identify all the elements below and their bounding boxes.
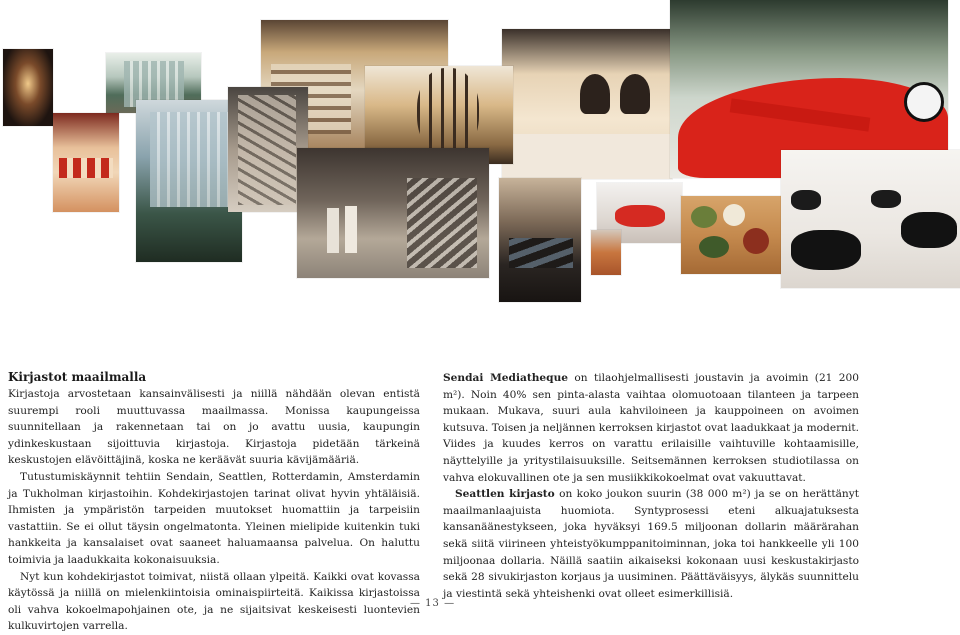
- photo-collage: [0, 0, 960, 310]
- paragraph-intro: Kirjastoja arvostetaan kansainvälisesti ja niillä nähdään olevan entistä suurempi rooli muuttuvassa maailmassa. Monissa kaupungeissa suunnitellaan ja rakennetaan tai on jo avattu uusia, kaupungin ydinkeskustaan sijoittuvia kirjastoja. Kirjastoja pidetään tärkeinä keskustojen elävöittäjinä, koska ne keräävät suuria kävijämääriä.: [8, 388, 420, 467]
- photo-escalators-people: [297, 148, 489, 278]
- right-column: [443, 370, 859, 602]
- seattle-text: on koko joukon suurin (38 000 m²) ja se on herättänyt maailmanlaajuista huomiota. Syntyprosessi eteni alkuajatuksesta kansanäänestykseen, joka hyväksyi 169.5 miljoonan dollarin määrärahan sekä siitä viirineen yhteistyökumppanitoiminnan, joka toi hankkeelle yli 100 miljoonaa dollaria. Näillä saatiin aikaiseksi kokonaan uusi keskustakirjasto sekä 28 sivukirjaston korjaus ja uusiminen. Päättäväisyys, älykäs suunnittelu ja viestintä sekä yhteishenki ovat olleet esimerkillisiä.: [443, 488, 859, 600]
- sendai-text: on tilaohjelmallisesti joustavin ja avoimin (21 200 m²). Noin 40% sen pinta-alasta vaihtaa olomuotoaan tilanteen ja tarpeen mukaan. Mukava, suuri aula kahviloineen ja kauppoineen on avoimen kutsuva. Toisen ja neljännen kerroksen kirjastot ovat laadukkaat ja modernit. Viides ja kuudes kerros on varattu erilaisille vaihtuville kohtaamisille, näyttelyille ja yritystilaisuuksille. Seitsemännen kerroksen studiotilassa on vahva elokuvallinen ote ja sen musiikkikokoelmat ovat vakuuttavat.: [443, 372, 860, 484]
- photo-library-lamp-interior: [3, 49, 53, 126]
- paragraph-sendai: [443, 370, 859, 486]
- photo-computer-workstations: [499, 178, 581, 302]
- photo-sign-post: [591, 230, 621, 275]
- section-heading: Kirjastot maailmalla: [8, 370, 147, 384]
- photo-reading-room-red-chairs: [53, 113, 119, 212]
- paragraph-seattle: [443, 486, 859, 602]
- seattle-lead: Seattlen kirjasto: [455, 488, 555, 501]
- sendai-lead: Sendai Mediatheque: [443, 372, 569, 384]
- page-number: — 13 —: [410, 598, 456, 609]
- photo-black-seating: [781, 150, 960, 288]
- photo-cafe-staff-counter: [502, 29, 672, 179]
- left-column: [8, 370, 420, 635]
- photo-food-tray: [681, 196, 781, 274]
- photo-atrium-tubes: [228, 87, 308, 212]
- paragraph-visits: Tutustumiskäynnit tehtiin Sendain, Seattlen, Rotterdamin, Amsterdamin ja Tukholman kirjastoihin. Kohdekirjastojen tarinat olivat hyvin yhtäläisiä. Ihmisten ja ympäristön tarpeiden muutokset huomattiin ja tarpeisiin vastattiin. Se ei ollut täysin ongelmatonta. Yleinen mielipide kuitenkin tuki hankkeita ja kansalaiset ovat saaneet haluamaansa palvelua. On haluttu toimivia ja laadukkaita kokonaisuuksia.: [8, 470, 420, 566]
- paragraph-pride: Nyt kun kohdekirjastot toimivat, niistä ollaan ylpeitä. Kaikki ovat kovassa käytössä ja niillä on mielenkiintoisia ominaispiirteitä. Kaikissa kirjastoissa oli vahva kokoelmapohjainen ote, ja ne sijaitsivat keskeisesti luontevien kulkuvirtojen varrella.: [8, 570, 420, 633]
- photo-glass-facade-trees: [136, 100, 242, 262]
